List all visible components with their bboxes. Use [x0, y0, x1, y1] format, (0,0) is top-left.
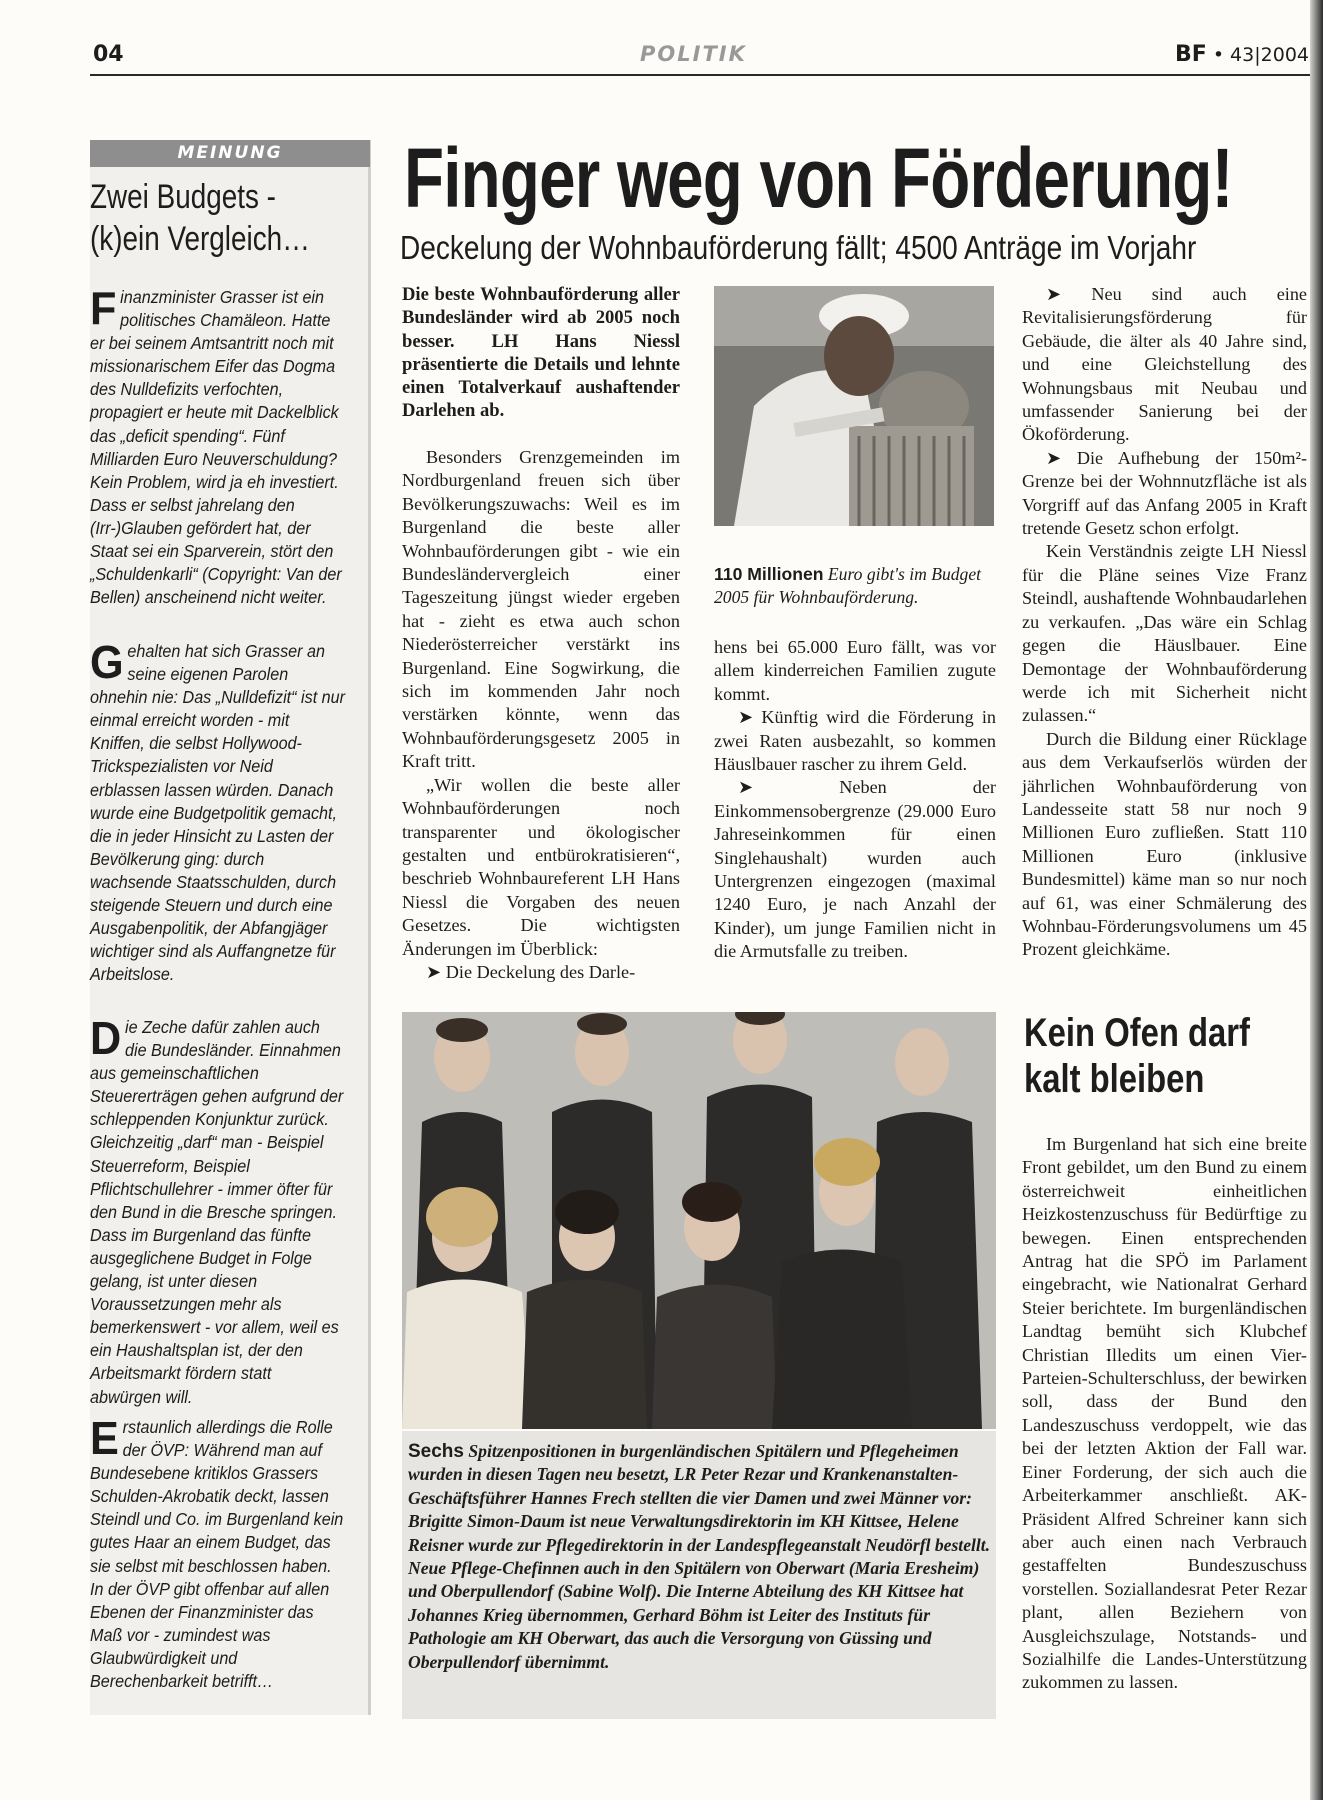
paragraph: ➤ Künftig wird die Förderung in zwei Raten ausbezahlt, so kommen Häuslbauer rascher zu ihrem Geld. — [714, 707, 996, 775]
opinion-paragraph — [90, 282, 346, 609]
paragraph: Im Burgenland hat sich eine breite Front gebildet, um den Bund zu einem österreichweit einheitlichen Heizkostenzuschuss für Bedürftige zu bewegen. Einen entsprechenden Antrag hat die SPÖ im Parlament eingebracht, wie Nationalrat Gerhard Steier berichtete. Im burgenländischen Landtag bemüht sich Klubchef Christian Illedits um einen Vier-Parteien-Schulterschluss, der bewirken soll, dass der Bund den Landeszuschuss verdoppelt, wie das bei der letzten Aktion der Fall war. Einer Forderung, der sich auch die Arbeiterkammer anschließt. AK-Präsident Alfred Schreiner kann sich aber auch einen nach Verbrauch gestaffelten Bundeszuschuss vorstellen. Soziallandesrat Peter Rezar plant, allen Beziehern von Ausgleichszulage, Notstands- und Sozialhilfe die Landes-Unterstützung zukommen zu lassen. — [1022, 1134, 1307, 1693]
article-lead: Die beste Wohnbauförderung aller Bundesländer wird ab 2005 noch besser. LH Hans Niessl präsentierte die Details und lehnte einen Totalverkauf aushaftender Darlehen ab. — [402, 284, 680, 422]
paragraph-text: inanzminister Grasser ist ein politisches Chamäleon. Hatte er bei seinem Amtsantritt noch mit missionarischem Eifer das Dogma des Nulldefizits verfochten, propagiert er heute mit Dackelblick das „deficit spending“. Fünf Milliarden Euro Neuverschuldung? Kein Problem, wird ja eh investiert. Dass er selbst jahrelang den (Irr-)Glauben gefördert hat, der Staat sei ein Sparverein, stört den „Schuldenkarli“ (Copyright: Van der Bellen) anscheinend nicht weiter. — [90, 287, 342, 608]
drop-cap: E — [90, 1412, 119, 1464]
issue-number: • 43|2004 — [1212, 44, 1309, 66]
paragraph: ➤ Die Deckelung des Darle- — [426, 961, 636, 982]
page-number: 04 — [93, 42, 124, 67]
paragraph-text: ie Zeche dafür zahlen auch die Bundesländer. Einnahmen aus gemeinschaftlichen Steuererträgen gehen aufgrund der schleppenden Konjunktur zurück. Gleichzeitig „darf“ man - Beispiel Steuerreform, Beispiel Pflichtschullehrer - immer öfter für den Bund in die Bresche springen. Dass im Burgenland das fünfte ausgeglichene Budget in Folge gelang, ist unter diesen Voraussetzungen mehr als bemerkenswert - vor allem, weil es ein Haushaltsplan ist, der den Arbeitsmarkt fördern statt abwürgen will. — [90, 1017, 344, 1407]
paragraph: ➤ Die Aufhebung der 150m²-Grenze bei der Wohnnutzfläche ist als Vorgriff auf das Anfang 2005 in Kraft tretende Gesetz schon erfolgt. — [1022, 447, 1307, 539]
drop-cap: G — [90, 636, 124, 688]
baker-photo-caption — [714, 563, 996, 609]
caption-emphasis: Sechs — [408, 1441, 464, 1462]
caption-emphasis: 110 Millionen — [714, 564, 824, 584]
caption-text: Spitzenpositionen in burgenländischen Spitälern und Pflegeheimen wurden in diesen Tagen neu besetzt, LR Peter Rezar und Krankenanstalten-Geschäftsführer Hannes Frech stellten die vier Damen und zwei Männer vor: Brigitte Simon-Daum ist neue Verwaltungsdirektorin im KH Kittsee, Helene Reisner wurde zur Pflegedirektorin in der Landespflegeanstalt Neudörfl bestellt. Neue Pflege-Chefinnen auch in den Spitälern von Oberwart (Maria Eresheim) und Oberpullendorf (Sabine Wolf). Die Interne Abteilung des KH Kittsee hat Johannes Krieg übernommen, Gerhard Böhm ist Leiter des Instituts für Pathologie am KH Oberwart, das auch die Versorgung von Güssing und Oberpullendorf übernimmt. — [408, 1441, 991, 1672]
baker-photo-image — [714, 286, 994, 526]
baker-photo — [714, 286, 994, 526]
opinion-title — [90, 176, 361, 260]
paragraph-text: rstaunlich allerdings die Rolle der ÖVP: Während man auf Bundesebene kritiklos Grassers Schulden-Akrobatik deckt, lassen Steindl und Co. im Burgenland kein gutes Haar an einem Budget, das sie selbst mit beschlossen haben. In der ÖVP gibt offenbar auf allen Ebenen der Finanzminister das Maß vor - zumindest was Glaubwürdigkeit und Berechenbarkeit betrifft… — [90, 1417, 344, 1692]
page-binding-shadow — [1310, 0, 1323, 1800]
opinion-label: MEINUNG — [90, 140, 370, 167]
article2-headline-line1: Kein Ofen darf — [1024, 1011, 1250, 1055]
opinion-paragraph — [90, 1012, 346, 1409]
issue-info — [1175, 42, 1309, 67]
article2-headline — [1024, 1010, 1250, 1102]
paragraph: ➤ Neu sind auch eine Revitalisierungsförderung für Gebäude, die älter als 40 Jahre sind, und eine Gleichstellung des Wohnungsbaus mit Neubau und umfassender Sanierung bei der Ökoförderung. — [1022, 284, 1307, 445]
group-photo-caption — [408, 1440, 992, 1674]
caption-text: Euro gibt's im Budget 2005 für Wohnbauförderung. — [714, 564, 982, 607]
publication-name: BF — [1174, 42, 1207, 67]
paragraph: hens bei 65.000 Euro fällt, was vor allem kinderreichen Familien zugute kommt. — [714, 637, 996, 704]
opinion-title-line2: (k)ein Vergleich… — [90, 220, 311, 258]
group-photo-image — [402, 1012, 996, 1429]
opinion-title-line1: Zwei Budgets - — [90, 178, 276, 216]
article-column-2 — [714, 636, 996, 964]
article2-headline-line2: kalt bleiben — [1024, 1057, 1205, 1101]
article-headline: Finger weg von Förderung! — [404, 131, 1233, 225]
opinion-paragraph — [90, 1412, 346, 1693]
drop-cap: D — [90, 1012, 122, 1064]
drop-cap: F — [90, 282, 117, 334]
paragraph-text: ehalten hat sich Grasser an seine eigenen Parolen ohnehin nie: Das „Nulldefizit“ ist nur einmal erreicht worden - mit Kniffen, die selbst Hollywood-Trickspezialisten vor Neid erblassen lassen würden. Danach wurde eine Budgetpolitik gemacht, die in jeder Hinsicht zu Lasten der Bevölkerung ging: durch wachsende Staatsschulden, durch steigende Steuern und durch eine Ausgabenpolitik, der Abfangjäger wichtiger sind als Auffangnetze für Arbeitslose. — [90, 641, 346, 985]
article-column-1 — [402, 446, 680, 984]
group-photo — [402, 1012, 996, 1429]
paragraph: ➤ Neben der Einkommensobergrenze (29.000 Euro Jahreseinkommen für einen Singlehaushalt) wurden auch Untergrenzen eingezogen (maximal 1240 Euro, je nach Anzahl der Kinder), um junge Familien nicht in die Armutsfalle zu treiben. — [714, 777, 996, 962]
section-title: POLITIK — [640, 42, 747, 66]
header-rule — [90, 74, 1312, 76]
article2-body — [1022, 1133, 1307, 1695]
paragraph: Durch die Bildung einer Rücklage aus dem Verkaufserlös würden der jährlichen Wohnbauförderung von Landesseite statt 58 nur noch 9 Millionen Euro zufließen. Statt 110 Millionen Euro (inklusive Bundesmittel) käme man so nur noch auf 61, was einer Schmälerung des Wohnbau-Förderungsvolumens um 45 Prozent gleichkäme. — [1022, 728, 1307, 960]
paragraph: „Wir wollen die beste aller Wohnbauförderungen noch transparenter und ökologischer gestalten und entbürokratisieren“, beschrieb Wohnbaureferent LH Hans Niessl die Vorgaben des neuen Gesetzes. Die wichtigsten Änderungen im Überblick: — [402, 774, 680, 959]
article-column-3 — [1022, 283, 1307, 962]
opinion-paragraph — [90, 636, 346, 986]
article-subheadline: Deckelung der Wohnbauförderung fällt; 4500 Anträge im Vorjahr — [400, 229, 1197, 266]
paragraph: Kein Verständnis zeigte LH Niessl für die Pläne seines Vize Franz Steindl, aushaftende Wohnbaudarlehen zu verkaufen. „Das wäre ein Schlag gegen die Häuslbauer. Eine Demontage der Wohnbauförderung werde ich mit Sicherheit nicht zulassen.“ — [1022, 541, 1307, 726]
paragraph: Besonders Grenzgemeinden im Nordburgenland freuen sich über Bevölkerungszuwachs: Weil es im Burgenland die beste aller Wohnbauförderungen gibt - wie ein Bundesländervergleich einer Tageszeitung jüngst wieder ergeben hat - zieht es etwa auch schon Niederösterreicher verstärkt ins Burgenland. Eine Sogwirkung, die sich im kommenden Jahr noch verstärken könnte, wenn das Wohnbauförderungsgesetz 2005 in Kraft tritt. — [402, 447, 680, 772]
